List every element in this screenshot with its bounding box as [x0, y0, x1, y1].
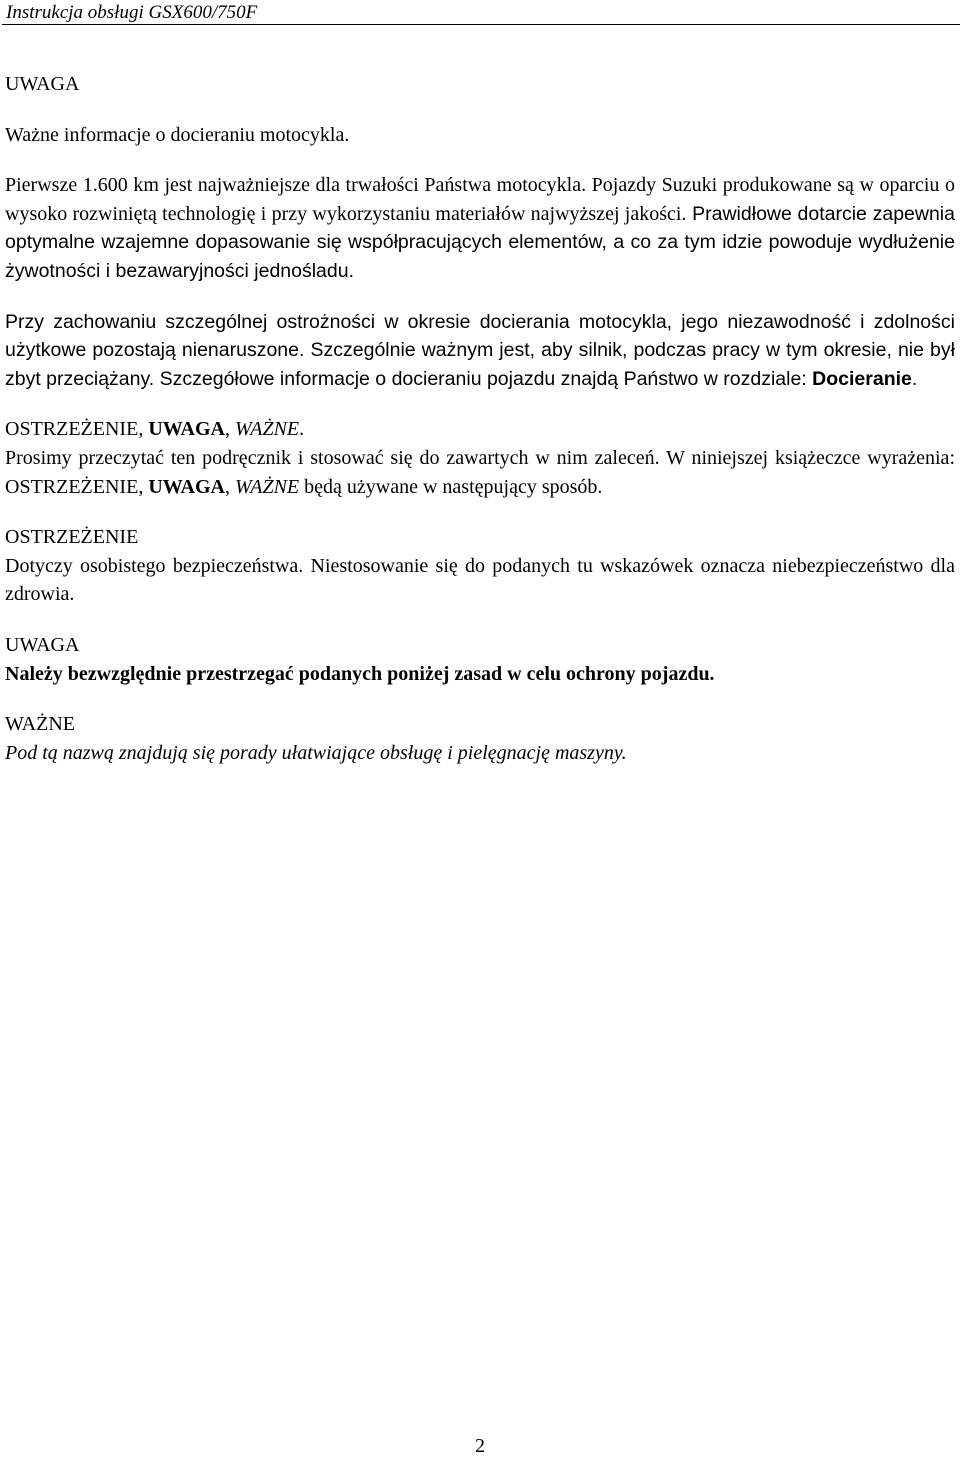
uwaga-heading: UWAGA: [5, 73, 80, 95]
paragraph-labels-explained: [5, 444, 955, 501]
document-header: Instrukcja obsługi GSX600/750F: [6, 2, 258, 23]
ostrzezenie-heading: OSTRZEŻENIE: [5, 526, 139, 549]
ostrzezenie-text: Dotyczy osobistego bezpieczeństwa. Niestosowanie się do podanych tu wskazówek oznacza niebezpieczeństwo dla zdrowia.: [5, 554, 955, 606]
uwaga-definition-heading: UWAGA: [5, 633, 80, 656]
header-divider: [2, 24, 960, 25]
intro-line: Ważne informacje o docieraniu motocykla.: [5, 123, 350, 146]
document-body: [5, 70, 955, 767]
uwaga-definition-text: Należy bezwzględnie przestrzegać podanych poniżej zasad w celu ochrony pojazdu.: [5, 662, 715, 685]
paragraph-first-serif: Pierwsze 1.600 km jest najważniejsze dla trwałości Państwa motocykla. Pojazdy Suzuki produkowane są w oparciu o wysoko rozwiniętą technologię i przy wykorzystaniu materiałów najwyższej jakości.: [5, 174, 955, 225]
wazne-text: Pod tą nazwą znajdują się porady ułatwiające obsługę i pielęgnację maszyny.: [5, 741, 627, 764]
labels-line: [5, 415, 955, 444]
paragraph-first-1600km: [5, 171, 955, 285]
inline-uwaga: UWAGA: [148, 475, 225, 498]
paragraph-labels-text-a: Prosimy przeczytać ten podręcznik i stosować się do zawartych w nim zaleceń. W niniejszej książeczce wyrażenia:: [5, 446, 955, 469]
label-wazne: WAŻNE: [234, 418, 300, 441]
paragraph-running-in-text: Przy zachowaniu szczególnej ostrożności w okresie docierania motocykla, jego niezawodność i zdolności użytkowe pozostają nienaruszone. Szczególnie ważnym jest, aby silnik, podczas pracy w tym okresie, nie był zbyt przeciążany. Szczegółowe informacje o docieraniu pojazdu znajdą Państwo w rozdziale:: [5, 310, 955, 390]
inline-wazne: WAŻNE: [234, 475, 300, 498]
paragraph-labels-text-b: będą używane w następujący sposób.: [299, 475, 603, 498]
label-ostrzezenie: OSTRZEŻENIE: [5, 418, 139, 441]
wazne-heading: WAŻNE: [5, 713, 75, 736]
label-sep-2: ,: [224, 418, 235, 441]
page-number: 2: [475, 1435, 485, 1457]
chapter-reference: Docieranie: [812, 367, 912, 390]
paragraph-running-in-end: .: [911, 367, 918, 390]
paragraph-running-in: [5, 308, 955, 394]
label-uwaga: UWAGA: [148, 418, 225, 441]
label-end: .: [299, 418, 305, 441]
label-sep-1: ,: [138, 418, 149, 441]
inline-sep-1: ,: [138, 475, 149, 498]
paragraph-first-sans: Prawidłowe dotarcie zapewnia optymalne wzajemne dopasowanie się współpracujących elementów, a co za tym idzie powoduje wydłużenie żywotności i bezawaryjności jednośladu.: [5, 202, 955, 282]
inline-sep-2: ,: [224, 475, 235, 498]
inline-ostrzezenie: OSTRZEŻENIE: [5, 475, 139, 498]
